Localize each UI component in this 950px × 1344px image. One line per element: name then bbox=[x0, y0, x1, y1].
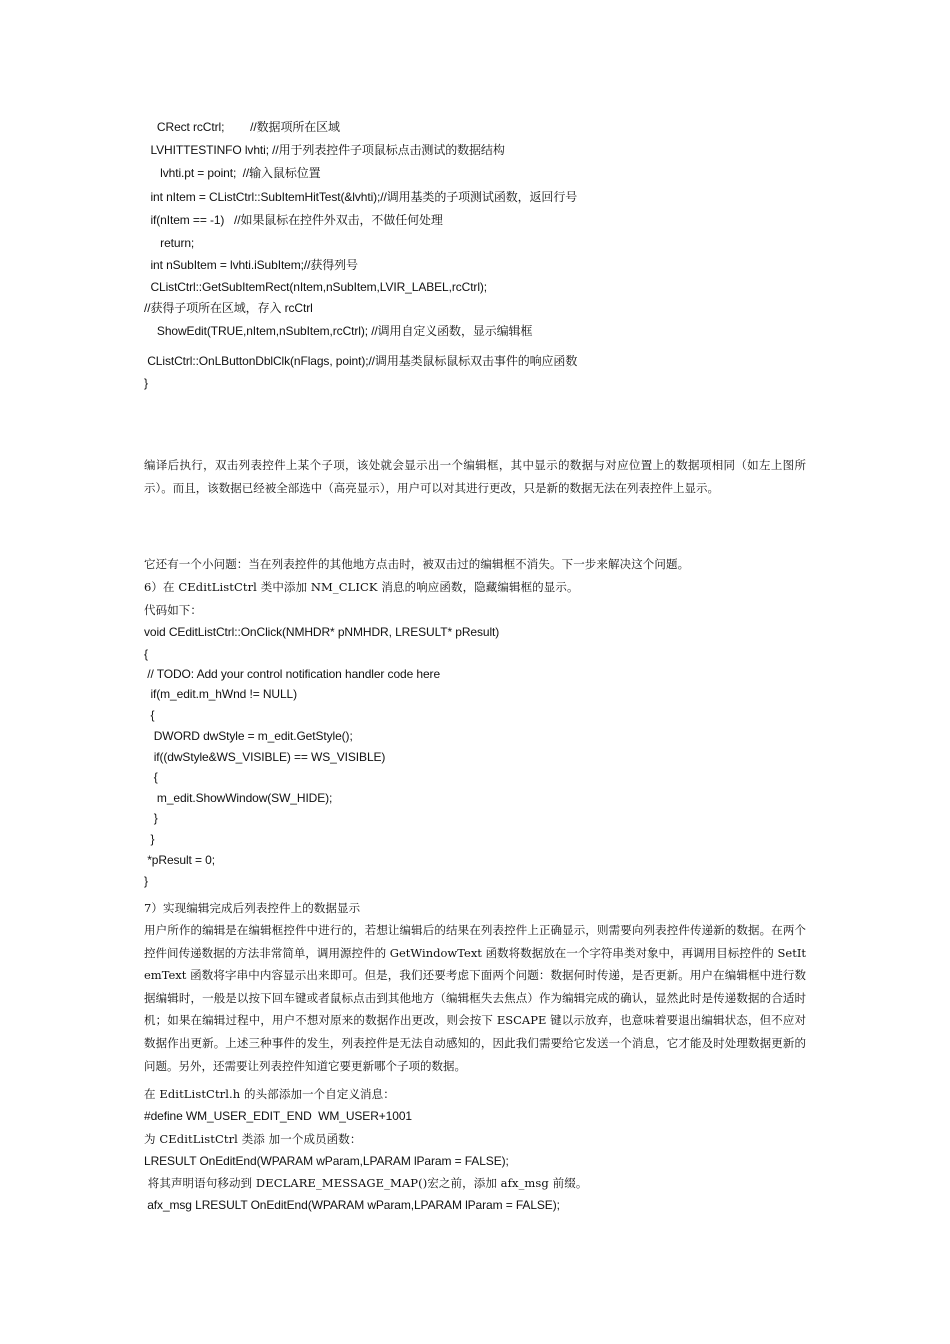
code-line: } bbox=[144, 832, 155, 846]
code-line: if(m_edit.m_hWnd != NULL) bbox=[144, 687, 298, 701]
code-line: //获得子项所在区域，存入 rcCtrl bbox=[144, 301, 313, 315]
code-line: afx_msg LRESULT OnEditEnd(WPARAM wParam,LPARAM lParam = FALSE); bbox=[144, 1198, 560, 1212]
body-paragraph: 编译后执行，双击列表控件上某个子项，该处就会显示出一个编辑框，其中显示的数据与对应位置上的数据项相同（如左上图所示）。而且，该数据已经被全部选中（高亮显示），用户可以对其进行更改，只是新的数据无法在列表控件上显示。 bbox=[144, 458, 806, 495]
code-line: } bbox=[144, 376, 148, 390]
code-line: CListCtrl::OnLButtonDblClk(nFlags, point);//调用基类鼠标鼠标双击事件的响应函数 bbox=[144, 354, 578, 368]
code-line: DWORD dwStyle = m_edit.GetStyle(); bbox=[144, 729, 353, 743]
code-line: int nItem = CListCtrl::SubItemHitTest(&lvhti);//调用基类的子项测试函数，返回行号 bbox=[144, 190, 578, 204]
code-line: lvhti.pt = point; //输入鼠标位置 bbox=[144, 166, 321, 180]
code-line: CListCtrl::GetSubItemRect(nItem,nSubItem,LVIR_LABEL,rcCtrl); bbox=[144, 280, 488, 294]
code-line: m_edit.ShowWindow(SW_HIDE); bbox=[144, 791, 333, 805]
code-line: if(nItem == -1) //如果鼠标在控件外双击，不做任何处理 bbox=[144, 213, 443, 227]
code-line: #define WM_USER_EDIT_END WM_USER+1001 bbox=[144, 1109, 412, 1123]
code-line: // TODO: Add your control notification handler code here bbox=[144, 667, 441, 681]
code-line: void CEditListCtrl::OnClick(NMHDR* pNMHDR, LRESULT* pResult) bbox=[144, 625, 500, 639]
step-heading: 6）在 CEditListCtrl 类中添加 NM_CLICK 消息的响应函数，隐藏编辑框的显示。 bbox=[144, 580, 579, 594]
step-heading: 7）实现编辑完成后列表控件上的数据显示 bbox=[144, 901, 361, 915]
code-line: return; bbox=[144, 236, 195, 250]
code-line: if((dwStyle&WS_VISIBLE) == WS_VISIBLE) bbox=[144, 750, 386, 764]
text-line: 代码如下： bbox=[144, 603, 202, 617]
body-paragraph: 用户所作的编辑是在编辑框控件中进行的，若想让编辑后的结果在列表控件上正确显示，则需要向列表控件传递新的数据。在两个控件间传递数据的方法非常简单，调用源控件的 GetWindowText 函数将数据放在一个字符串类对象中，再调用目标控件的 SetItemText 函数将字串中内容显示出来即可。但是，我们还要考虑下面两个问题：数据何时传递，是否更新。用户在编辑框中进行数据编辑时，一般是以按下回车键或者鼠标点击到其他地方（编辑框失去焦点）作为编辑完成的确认，显然此时是传递数据的合适时机；如果在编辑过程中，用户不想对原来的数据作出更改，则会按下 ESCAPE 键以示放弃，也意味着要退出编辑状态，但不应对数据作出更新。上述三种事件的发生，列表控件是无法自动感知的，因此我们需要给它发送一个消息，它才能及时处理数据更新的问题。另外，还需要让列表控件知道它要更新哪个子项的数据。 bbox=[144, 923, 806, 1073]
code-line: LVHITTESTINFO lvhti; //用于列表控件子项鼠标点击测试的数据结构 bbox=[144, 143, 505, 157]
code-line: } bbox=[144, 874, 148, 888]
code-line: { bbox=[144, 708, 155, 722]
code-line: LRESULT OnEditEnd(WPARAM wParam,LPARAM lParam = FALSE); bbox=[144, 1154, 509, 1168]
text-line: 在 EditListCtrl.h 的头部添加一个自定义消息： bbox=[144, 1087, 395, 1101]
text-line: 将其声明语句移动到 DECLARE_MESSAGE_MAP()宏之前，添加 afx_msg 前缀。 bbox=[144, 1176, 588, 1190]
code-line: } bbox=[144, 811, 158, 825]
text-line: 它还有一个小问题：当在列表控件的其他地方点击时，被双击过的编辑框不消失。下一步来解决这个问题。 bbox=[144, 557, 690, 571]
code-line: ShowEdit(TRUE,nItem,nSubItem,rcCtrl); //调用自定义函数，显示编辑框 bbox=[144, 324, 533, 338]
text-line: 为 CEditListCtrl 类添 加一个成员函数： bbox=[144, 1132, 362, 1146]
code-line: { bbox=[144, 770, 158, 784]
code-line: *pResult = 0; bbox=[144, 853, 215, 867]
code-line: int nSubItem = lvhti.iSubItem;//获得列号 bbox=[144, 258, 358, 272]
code-line: CRect rcCtrl; //数据项所在区域 bbox=[144, 120, 340, 134]
code-line: { bbox=[144, 647, 148, 661]
